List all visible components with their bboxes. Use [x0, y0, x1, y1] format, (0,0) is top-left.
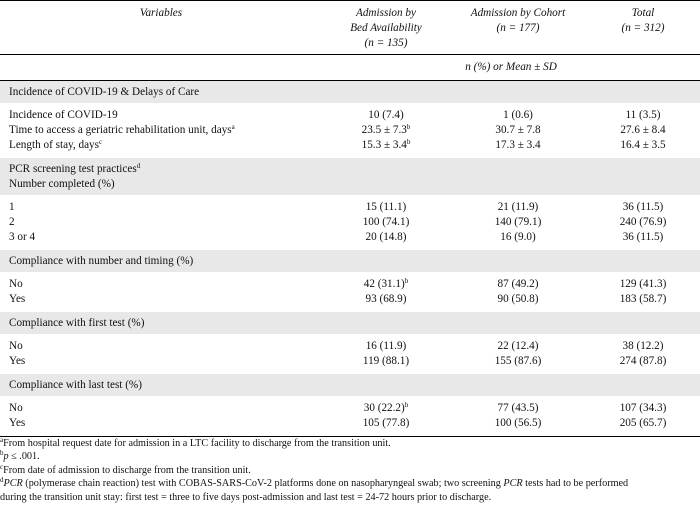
table-row	[0, 230, 700, 250]
cell-value: 16.4 ± 3.5	[620, 139, 666, 151]
cell-value: 16 (11.9)	[365, 340, 407, 352]
cell-total	[586, 272, 700, 292]
cell-value: 23.5 ± 7.3	[361, 124, 407, 136]
cell-value: 38 (12.2)	[622, 340, 664, 352]
cell-value: 30.7 ± 7.8	[495, 124, 541, 136]
row-label	[0, 195, 322, 215]
units-row	[0, 55, 700, 81]
cell-value: 90 (50.8)	[497, 293, 539, 305]
cell-bed-availability	[322, 334, 450, 354]
footnote-mark: d	[136, 162, 141, 170]
table-row	[0, 138, 700, 158]
footnotes	[0, 437, 696, 504]
cell-value: 93 (68.9)	[365, 293, 407, 305]
cell-total	[586, 416, 700, 437]
cell-bed-availability	[322, 215, 450, 230]
table-row	[0, 416, 700, 437]
footnote-mark: b	[404, 401, 409, 409]
cell-value: 42 (31.1)	[363, 278, 405, 290]
footnote-a: $^a$From hospital request date for admission in a LTC facility to discharge from the transition unit.	[0, 436, 391, 449]
row-label	[0, 123, 322, 138]
table-row	[0, 334, 700, 354]
header-variables: Variables	[0, 1, 322, 55]
cell-cohort	[450, 334, 586, 354]
table-row	[0, 123, 700, 138]
table-header-row	[0, 1, 700, 55]
cell-bed-availability	[322, 354, 450, 374]
cell-cohort	[450, 396, 586, 416]
cell-total	[586, 123, 700, 138]
row-label-text: Length of stay, days	[9, 139, 99, 151]
cell-value: 105 (77.8)	[362, 417, 410, 429]
cell-value: 10 (7.4)	[368, 109, 404, 121]
cell-total	[586, 334, 700, 354]
cell-cohort	[450, 215, 586, 230]
footnote-mark: b	[406, 138, 411, 146]
cell-cohort	[450, 272, 586, 292]
row-label-text: No	[9, 340, 23, 352]
header-col1-line3: (n = 135)	[364, 37, 408, 49]
cell-total	[586, 215, 700, 230]
cell-value: 15.3 ± 3.4	[361, 139, 407, 151]
cell-value: 140 (79.1)	[494, 216, 542, 228]
footnote-b: $^b$p ≤ .001.	[0, 449, 40, 463]
row-label	[0, 354, 322, 374]
header-col2-line1: Admission by Cohort	[470, 7, 566, 19]
section-header-row	[0, 158, 700, 195]
cell-bed-availability	[322, 292, 450, 312]
cell-value: 16 (9.0)	[500, 231, 536, 243]
cell-bed-availability	[322, 103, 450, 123]
cell-cohort	[450, 354, 586, 374]
cell-value: 119 (88.1)	[362, 355, 410, 367]
cell-value: 36 (11.5)	[622, 201, 664, 213]
table-row	[0, 195, 700, 215]
row-label	[0, 416, 322, 437]
row-label-text: No	[9, 402, 23, 414]
row-label-text: No	[9, 278, 23, 290]
section-title	[0, 312, 700, 334]
cell-bed-availability	[322, 230, 450, 250]
cell-cohort	[450, 123, 586, 138]
header-col1-line1: Admission by	[356, 7, 416, 19]
footnote-c: $^c$From date of admission to discharge from the transition unit.	[0, 462, 251, 476]
cell-value: 27.6 ± 8.4	[620, 124, 666, 136]
cell-value: 107 (34.3)	[619, 402, 667, 414]
cell-bed-availability	[322, 123, 450, 138]
row-label-text: Yes	[9, 355, 26, 367]
section-title-text: Compliance with first test (%)	[9, 317, 145, 329]
row-label	[0, 292, 322, 312]
footnote-d: $^d$PCR (polymerase chain reaction) test with COBAS-SARS-CoV-2 platforms done on nasopharyngeal swab; two screening PCR tests had to be performed	[0, 476, 629, 490]
cell-cohort	[450, 138, 586, 158]
row-label	[0, 138, 322, 158]
table-body	[0, 81, 700, 437]
table-row	[0, 215, 700, 230]
section-header-row	[0, 374, 700, 396]
section-header-row	[0, 81, 700, 104]
footnote-mark: b	[404, 277, 409, 285]
table-row	[0, 292, 700, 312]
table-row	[0, 396, 700, 416]
cell-total	[586, 103, 700, 123]
row-label-text: Yes	[9, 417, 26, 429]
cell-bed-availability	[322, 272, 450, 292]
cell-cohort	[450, 195, 586, 215]
table-row	[0, 103, 700, 123]
row-label-text: 2	[9, 216, 15, 228]
cell-bed-availability	[322, 396, 450, 416]
row-label	[0, 272, 322, 292]
section-title-text: Incidence of COVID-19 & Delays of Care	[9, 86, 200, 98]
cell-value: 1 (0.6)	[503, 109, 533, 121]
cell-value: 100 (74.1)	[362, 216, 410, 228]
footnote-mark: b	[406, 123, 411, 131]
cell-bed-availability	[322, 138, 450, 158]
header-col3-line2: (n = 312)	[621, 22, 665, 34]
cell-value: 274 (87.8)	[619, 355, 667, 367]
cell-value: 21 (11.9)	[497, 201, 539, 213]
section-title-text: Compliance with last test (%)	[9, 379, 142, 391]
section-title	[0, 81, 700, 104]
cell-total	[586, 138, 700, 158]
header-cohort	[450, 1, 586, 55]
row-label	[0, 215, 322, 230]
cell-value: 20 (14.8)	[365, 231, 407, 243]
units-label: n (%) or Mean ± SD	[322, 55, 700, 81]
row-label-text: Yes	[9, 293, 26, 305]
cell-bed-availability	[322, 416, 450, 437]
row-label	[0, 230, 322, 250]
cell-total	[586, 230, 700, 250]
cell-bed-availability	[322, 195, 450, 215]
section-title-text: Compliance with number and timing (%)	[9, 255, 194, 267]
header-col3-line1: Total	[631, 7, 655, 19]
cell-cohort	[450, 230, 586, 250]
cell-cohort	[450, 103, 586, 123]
cell-value: 100 (56.5)	[494, 417, 542, 429]
cell-value: 30 (22.2)	[363, 402, 405, 414]
header-total	[586, 1, 700, 55]
cell-total	[586, 396, 700, 416]
row-label-text: 1	[9, 201, 15, 213]
row-label-text: Incidence of COVID-19	[9, 109, 118, 121]
cell-value: 240 (76.9)	[619, 216, 667, 228]
cell-cohort	[450, 416, 586, 437]
cell-value: 77 (43.5)	[497, 402, 539, 414]
cell-value: 15 (11.1)	[365, 201, 407, 213]
cell-value: 87 (49.2)	[497, 278, 539, 290]
section-header-row	[0, 250, 700, 272]
cell-total	[586, 354, 700, 374]
cell-value: 155 (87.6)	[494, 355, 542, 367]
section-header-row	[0, 312, 700, 334]
section-title-text: PCR screening test practices	[9, 163, 137, 175]
cell-value: 205 (65.7)	[619, 417, 667, 429]
cell-value: 17.3 ± 3.4	[495, 139, 541, 151]
section-title	[0, 374, 700, 396]
cell-value: 11 (3.5)	[625, 109, 661, 121]
table-row	[0, 272, 700, 292]
header-bed-availability	[322, 1, 450, 55]
footnote-mark: a	[231, 123, 235, 131]
footnote-d-line2: during the transition unit stay: first test = three to five days post-admission and last test = 24-72 hours prior to discharge.	[0, 491, 492, 503]
row-label	[0, 334, 322, 354]
cell-total	[586, 292, 700, 312]
footnote-mark: c	[99, 138, 103, 146]
row-label	[0, 103, 322, 123]
cell-value: 129 (41.3)	[619, 278, 667, 290]
cell-value: 36 (11.5)	[622, 231, 664, 243]
row-label-text: Time to access a geriatric rehabilitation unit, days	[9, 124, 232, 136]
table-row	[0, 354, 700, 374]
section-subtitle: Number completed (%)	[9, 178, 115, 190]
row-label	[0, 396, 322, 416]
header-col1-line2: Bed Availability	[350, 22, 422, 34]
cell-cohort	[450, 292, 586, 312]
section-title	[0, 250, 700, 272]
cell-value: 22 (12.4)	[497, 340, 539, 352]
cell-value: 183 (58.7)	[619, 293, 667, 305]
section-title	[0, 158, 700, 195]
row-label-text: 3 or 4	[9, 231, 36, 243]
cell-total	[586, 195, 700, 215]
header-col2-line2: (n = 177)	[496, 22, 540, 34]
